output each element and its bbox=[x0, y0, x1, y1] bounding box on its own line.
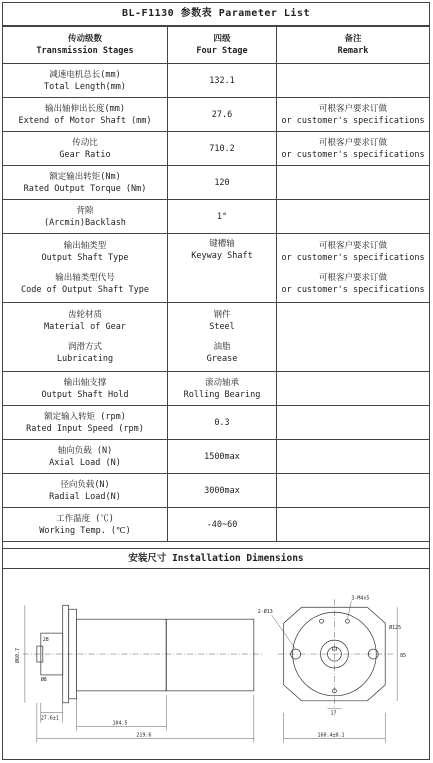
table-row bbox=[3, 166, 429, 200]
param-value bbox=[168, 234, 277, 303]
remark-en: or customer's specifications bbox=[281, 115, 425, 126]
param-remark bbox=[277, 474, 430, 508]
table-row bbox=[3, 200, 429, 234]
param-label bbox=[3, 98, 168, 132]
param-remark bbox=[277, 372, 430, 406]
header-stages-zh: 传动级数 bbox=[67, 34, 102, 44]
param-value: 3000max bbox=[168, 474, 277, 508]
header-four-stage bbox=[168, 27, 277, 64]
dim-8: Ø8 bbox=[40, 676, 47, 683]
remark-zh: 可根客户要求订做 bbox=[318, 137, 387, 148]
table-row bbox=[3, 303, 429, 372]
dim-85: 85 bbox=[400, 653, 407, 660]
param-value: 0.3 bbox=[168, 406, 277, 440]
label-en: Radial Load(N) bbox=[49, 491, 121, 502]
param-label bbox=[3, 406, 168, 440]
label-en: Output Shaft Type bbox=[41, 253, 129, 263]
param-remark bbox=[277, 406, 430, 440]
param-value: 1° bbox=[168, 200, 277, 234]
param-label bbox=[3, 508, 168, 542]
label-zh: 减速电机总长(mm) bbox=[49, 69, 121, 80]
front-view bbox=[272, 599, 397, 742]
header-stages-en: Transmission Stages bbox=[36, 46, 134, 56]
label-en: Extend of Motor Shaft (mm) bbox=[18, 115, 152, 126]
param-label bbox=[3, 440, 168, 474]
value-en: Rolling Bearing bbox=[183, 389, 261, 400]
param-value: -40~60 bbox=[168, 508, 277, 542]
param-value bbox=[168, 303, 277, 372]
label-zh: 润滑方式 bbox=[67, 342, 102, 352]
remark-zh: 可根客户要求订做 bbox=[318, 241, 387, 251]
table-row bbox=[3, 440, 429, 474]
label-zh: 工作温度 (℃) bbox=[56, 513, 114, 524]
table-row bbox=[3, 372, 429, 406]
label-zh: 输出轴伸出长度(mm) bbox=[45, 103, 125, 114]
label-en: (Arcmin)Backlash bbox=[44, 217, 126, 228]
installation-drawing bbox=[3, 563, 429, 759]
param-value: 1500max bbox=[168, 440, 277, 474]
table-row bbox=[3, 474, 429, 508]
label-en: Code of Output Shaft Type bbox=[21, 285, 149, 295]
label-zh: 输出轴类型 bbox=[63, 241, 107, 251]
dim-extend: 27.6±1 bbox=[40, 715, 59, 722]
dim-104-5: 104.5 bbox=[112, 720, 128, 727]
header-remark-zh: 备注 bbox=[344, 34, 362, 44]
table-header-row bbox=[3, 27, 429, 64]
param-label bbox=[3, 200, 168, 234]
label-en: Gear Ratio bbox=[59, 149, 111, 160]
param-value: 710.2 bbox=[168, 132, 277, 166]
label-zh: 输出轴支撑 bbox=[63, 377, 107, 388]
remark-en: or customer's specifications bbox=[281, 285, 425, 295]
dim-125: Ø125 bbox=[389, 625, 402, 632]
param-label bbox=[3, 474, 168, 508]
remark-zh: 可根客户要求订做 bbox=[318, 103, 387, 114]
param-label bbox=[3, 372, 168, 406]
label-zh: 额定输入转矩 (rpm) bbox=[44, 411, 126, 422]
label-en: Material of Gear bbox=[44, 322, 126, 332]
dim-holes: 2-Ø13 bbox=[257, 609, 273, 616]
label-en: Axial Load (N) bbox=[49, 457, 121, 468]
param-value: 27.6 bbox=[168, 98, 277, 132]
param-remark bbox=[277, 200, 430, 234]
table-row bbox=[3, 406, 429, 440]
label-zh: 背隙 bbox=[76, 205, 94, 216]
label-en: Rated Input Speed (rpm) bbox=[26, 423, 144, 434]
value-en: Steel bbox=[209, 322, 235, 332]
value-zh: 滚动轴承 bbox=[204, 377, 239, 388]
label-zh: 传动比 bbox=[72, 137, 98, 148]
table-row bbox=[3, 132, 429, 166]
param-remark bbox=[277, 132, 430, 166]
param-label bbox=[3, 166, 168, 200]
section-title: 安装尺寸 Installation Dimensions bbox=[3, 548, 429, 569]
dim-17: 17 bbox=[330, 710, 337, 717]
parameter-table bbox=[3, 26, 429, 542]
label-zh: 齿轮材质 bbox=[67, 310, 102, 320]
dim-total: 219.6 bbox=[136, 732, 152, 739]
param-label bbox=[3, 132, 168, 166]
label-zh: 额定输出转矩(Nm) bbox=[49, 171, 121, 182]
param-label bbox=[3, 234, 168, 303]
dimension-drawing-svg bbox=[3, 563, 429, 759]
label-en: Output Shaft Hold bbox=[41, 389, 129, 400]
label-zh: 轴向负载 (N) bbox=[57, 445, 113, 456]
label-zh: 径向负载(N) bbox=[60, 479, 110, 490]
header-remark bbox=[277, 27, 430, 64]
label-en: Total Length(mm) bbox=[44, 81, 126, 92]
param-value: 132.1 bbox=[168, 64, 277, 98]
dim-28: 28 bbox=[42, 637, 49, 644]
dim-width: 160.4±0.1 bbox=[317, 732, 345, 739]
value-en: Grease bbox=[206, 354, 238, 364]
table-row bbox=[3, 234, 429, 303]
label-zh: 输出轴类型代号 bbox=[55, 273, 115, 283]
sheet-title: BL-F1130 参数表 Parameter List bbox=[3, 3, 429, 26]
header-four-stage-en: Four Stage bbox=[196, 46, 248, 56]
label-en: Lubricating bbox=[56, 354, 114, 364]
value-zh: 钢件 bbox=[213, 310, 231, 320]
header-stages bbox=[3, 27, 168, 64]
value-zh: 油脂 bbox=[213, 342, 231, 352]
label-en: Working Temp. (℃) bbox=[39, 525, 131, 536]
param-remark bbox=[277, 64, 430, 98]
remark-en: or customer's specifications bbox=[281, 253, 425, 263]
param-value bbox=[168, 372, 277, 406]
param-remark bbox=[277, 440, 430, 474]
parameter-sheet bbox=[2, 2, 430, 760]
param-remark bbox=[277, 98, 430, 132]
table-row bbox=[3, 64, 429, 98]
value-en: Keyway Shaft bbox=[191, 251, 253, 261]
header-four-stage-zh: 四级 bbox=[213, 34, 231, 44]
param-value: 120 bbox=[168, 166, 277, 200]
param-remark bbox=[277, 303, 430, 372]
header-remark-en: Remark bbox=[337, 46, 369, 56]
param-label bbox=[3, 303, 168, 372]
param-label bbox=[3, 64, 168, 98]
side-view bbox=[23, 605, 262, 742]
table-row bbox=[3, 508, 429, 542]
label-en: Rated Output Torque (Nm) bbox=[23, 183, 147, 194]
dim-thread: 3-M4x5 bbox=[351, 595, 370, 602]
value-zh: 键槽轴 bbox=[209, 239, 235, 249]
dim-shaft-dia: Ø60.7 bbox=[14, 648, 21, 663]
param-remark bbox=[277, 234, 430, 303]
param-remark bbox=[277, 508, 430, 542]
remark-en: or customer's specifications bbox=[281, 149, 425, 160]
remark-zh: 可根客户要求订做 bbox=[318, 273, 387, 283]
table-row bbox=[3, 98, 429, 132]
param-remark bbox=[277, 166, 430, 200]
